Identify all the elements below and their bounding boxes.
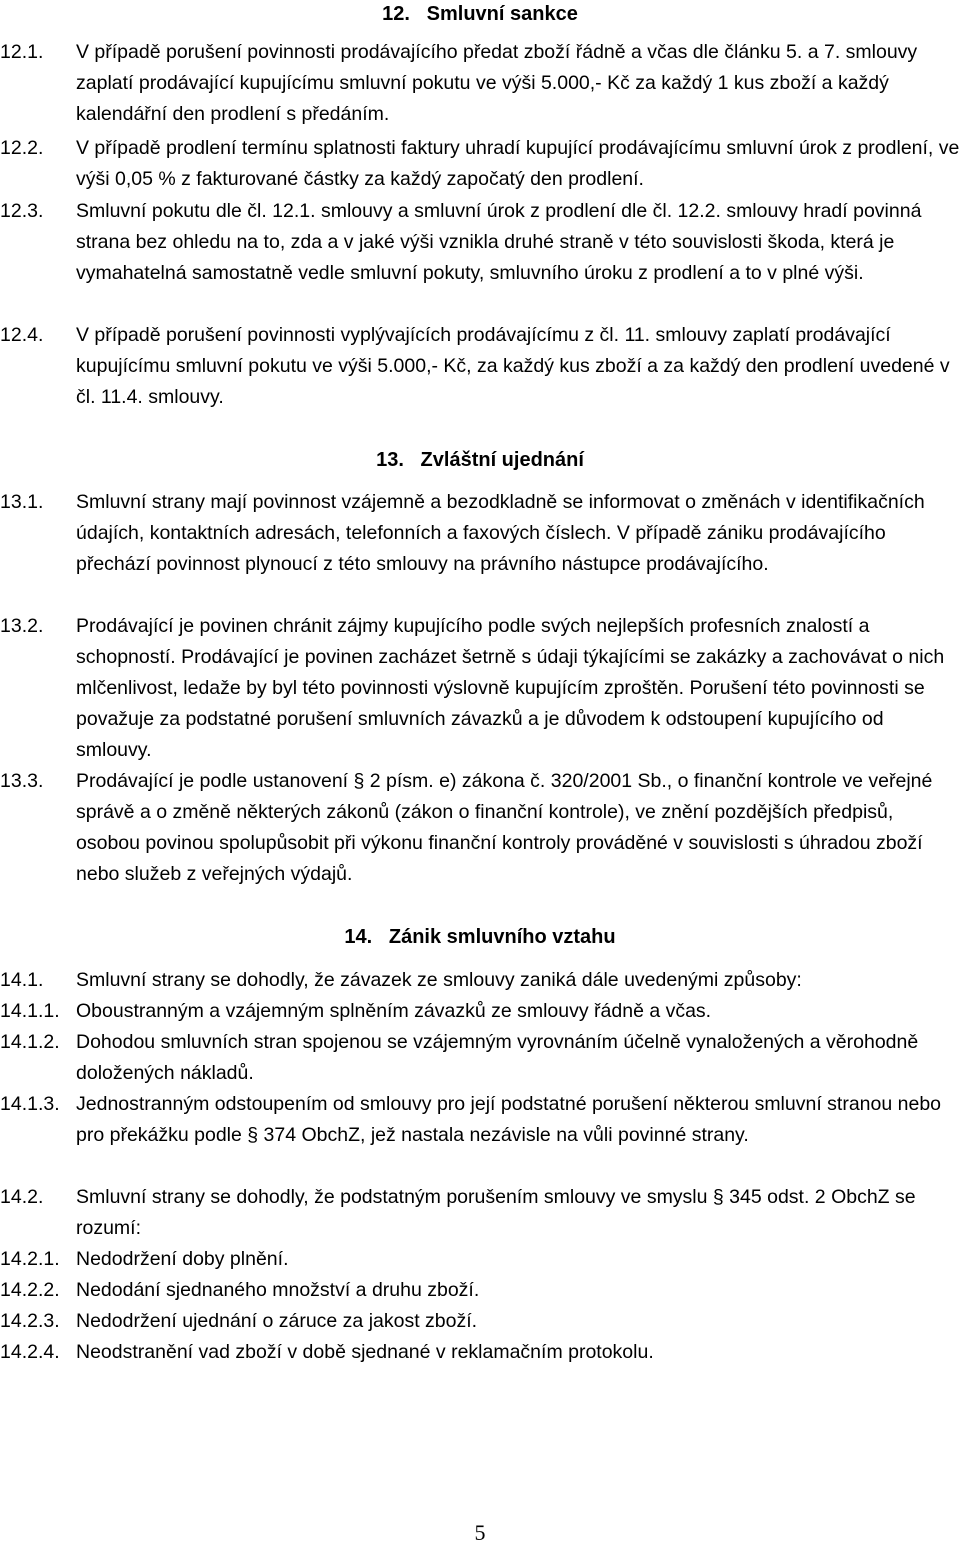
clause-number: 14.1. bbox=[0, 969, 44, 991]
clause-text: V případě porušení povinnosti prodávajícího předat zboží řádně a včas dle článku 5. a 7. smlouvy zaplatí prodávající kupujícímu smluvní pokutu ve výši 5.000,- Kč za každý 1 kus zboží a každý kalendářní den prodlení s předáním. bbox=[76, 41, 918, 125]
clause-13-1 bbox=[0, 487, 960, 580]
clause-text: Prodávající je povinen chránit zájmy kupujícího podle svých nejlepších profesních znalostí a schopností. Prodávající je povinen zacházet šetrně s údaji týkajícími se zakázky a zachovávat o nich mlčenlivost, ledaže by byl této povinnosti výslovně kupujícím zproštěn. Porušení této povinnosti se považuje za podstatné porušení smluvních závazků a je důvodem k odstoupení kupujícího od smlouvy. bbox=[76, 615, 945, 761]
clause-text: Jednostranným odstoupením od smlouvy pro její podstatné porušení některou smluvní stranou nebo pro překážku podle § 374 ObchZ, jež nastala nezávisle na vůli povinné strany. bbox=[76, 1093, 942, 1146]
clause-number: 12.3. bbox=[0, 200, 44, 222]
clause-14-1 bbox=[0, 965, 960, 996]
clause-number: 14.2.3. bbox=[0, 1310, 60, 1332]
clause-text: Smluvní pokutu dle čl. 12.1. smlouvy a smluvní úrok z prodlení dle čl. 12.2. smlouvy hradí povinná strana bez ohledu na to, zda a v jaké výši vznikla druhé straně v této souvislosti škoda, která je vymahatelná samostatně vedle smluvní pokuty, smluvního úroku z prodlení a to v plné výši. bbox=[76, 200, 922, 284]
clause-number: 14.1.1. bbox=[0, 1000, 60, 1022]
clause-text: Neodstranění vad zboží v době sjednané v reklamačním protokolu. bbox=[76, 1341, 654, 1363]
clause-13-3 bbox=[0, 766, 960, 890]
clause-12-4 bbox=[0, 320, 960, 413]
clause-number: 12.1. bbox=[0, 41, 44, 63]
clause-14-1-2 bbox=[0, 1027, 960, 1089]
clause-number: 14.2.2. bbox=[0, 1279, 60, 1301]
clause-14-2-2 bbox=[0, 1275, 960, 1306]
clause-number: 12.2. bbox=[0, 137, 44, 159]
clause-text: Smluvní strany mají povinnost vzájemně a bezodkladně se informovat o změnách v identifikačních údajích, kontaktních adresách, telefonních a faxových číslech. V případě zániku prodávajícího přechází povinnost plynoucí z této smlouvy na právního nástupce prodávajícího. bbox=[76, 491, 925, 575]
clause-number: 14.1.2. bbox=[0, 1031, 60, 1053]
clause-text: Dohodou smluvních stran spojenou se vzájemným vyrovnáním účelně vynaložených a věrohodně doložených nákladů. bbox=[76, 1031, 919, 1084]
clause-number: 14.2. bbox=[0, 1186, 44, 1208]
clause-14-2 bbox=[0, 1182, 960, 1244]
section-heading-14: 14. Zánik smluvního vztahu bbox=[344, 926, 616, 948]
clause-text: V případě prodlení termínu splatnosti faktury uhradí kupující prodávajícímu smluvní úrok z prodlení, ve výši 0,05 % z fakturované částky za každý započatý den prodlení. bbox=[76, 137, 960, 190]
clause-14-1-3 bbox=[0, 1089, 960, 1151]
clause-14-2-3 bbox=[0, 1306, 960, 1337]
clause-14-2-4 bbox=[0, 1337, 960, 1368]
clause-number: 13.1. bbox=[0, 491, 44, 513]
clause-text: Nedodání sjednaného množství a druhu zboží. bbox=[76, 1279, 480, 1301]
clause-text: Oboustranným a vzájemným splněním závazků ze smlouvy řádně a včas. bbox=[76, 1000, 712, 1022]
clause-text: V případě porušení povinnosti vyplývajících prodávajícímu z čl. 11. smlouvy zaplatí prodávající kupujícímu smluvní pokutu ve výši 5.000,- Kč, za každý kus zboží a za každý den prodlení uvedené v čl. 11.4. smlouvy. bbox=[76, 324, 950, 408]
clause-text: Smluvní strany se dohodly, že závazek ze smlouvy zaniká dále uvedenými způsoby: bbox=[76, 969, 802, 991]
clause-12-1 bbox=[0, 37, 960, 130]
clause-number: 14.1.3. bbox=[0, 1093, 60, 1115]
clause-number: 14.2.4. bbox=[0, 1341, 60, 1363]
clause-number: 13.3. bbox=[0, 770, 44, 792]
clause-12-2 bbox=[0, 133, 960, 195]
clause-text: Smluvní strany se dohodly, že podstatným porušením smlouvy ve smyslu § 345 odst. 2 ObchZ se rozumí: bbox=[76, 1186, 916, 1239]
clause-text: Nedodržení ujednání o záruce za jakost zboží. bbox=[76, 1310, 478, 1332]
clause-12-3 bbox=[0, 196, 960, 289]
clause-14-1-1 bbox=[0, 996, 960, 1027]
clause-14-2-1 bbox=[0, 1244, 960, 1275]
clause-number: 12.4. bbox=[0, 324, 44, 346]
clause-number: 14.2.1. bbox=[0, 1248, 60, 1270]
section-heading-13: 13. Zvláštní ujednání bbox=[376, 449, 584, 471]
clause-number: 13.2. bbox=[0, 615, 44, 637]
clause-text: Prodávající je podle ustanovení § 2 písm. e) zákona č. 320/2001 Sb., o finanční kontrole ve veřejné správě a o změně některých zákonů (zákon o finanční kontrole), ve znění pozdějších předpisů, osobou povinou spolupůsobit při výkonu finanční kontroly prováděné v souvislosti s úhradou zboží nebo služeb z veřejných výdajů. bbox=[76, 770, 933, 885]
clause-13-2 bbox=[0, 611, 960, 766]
clause-text: Nedodržení doby plnění. bbox=[76, 1248, 289, 1270]
section-heading-12: 12. Smluvní sankce bbox=[382, 3, 578, 25]
page-number: 5 bbox=[474, 1520, 486, 1545]
